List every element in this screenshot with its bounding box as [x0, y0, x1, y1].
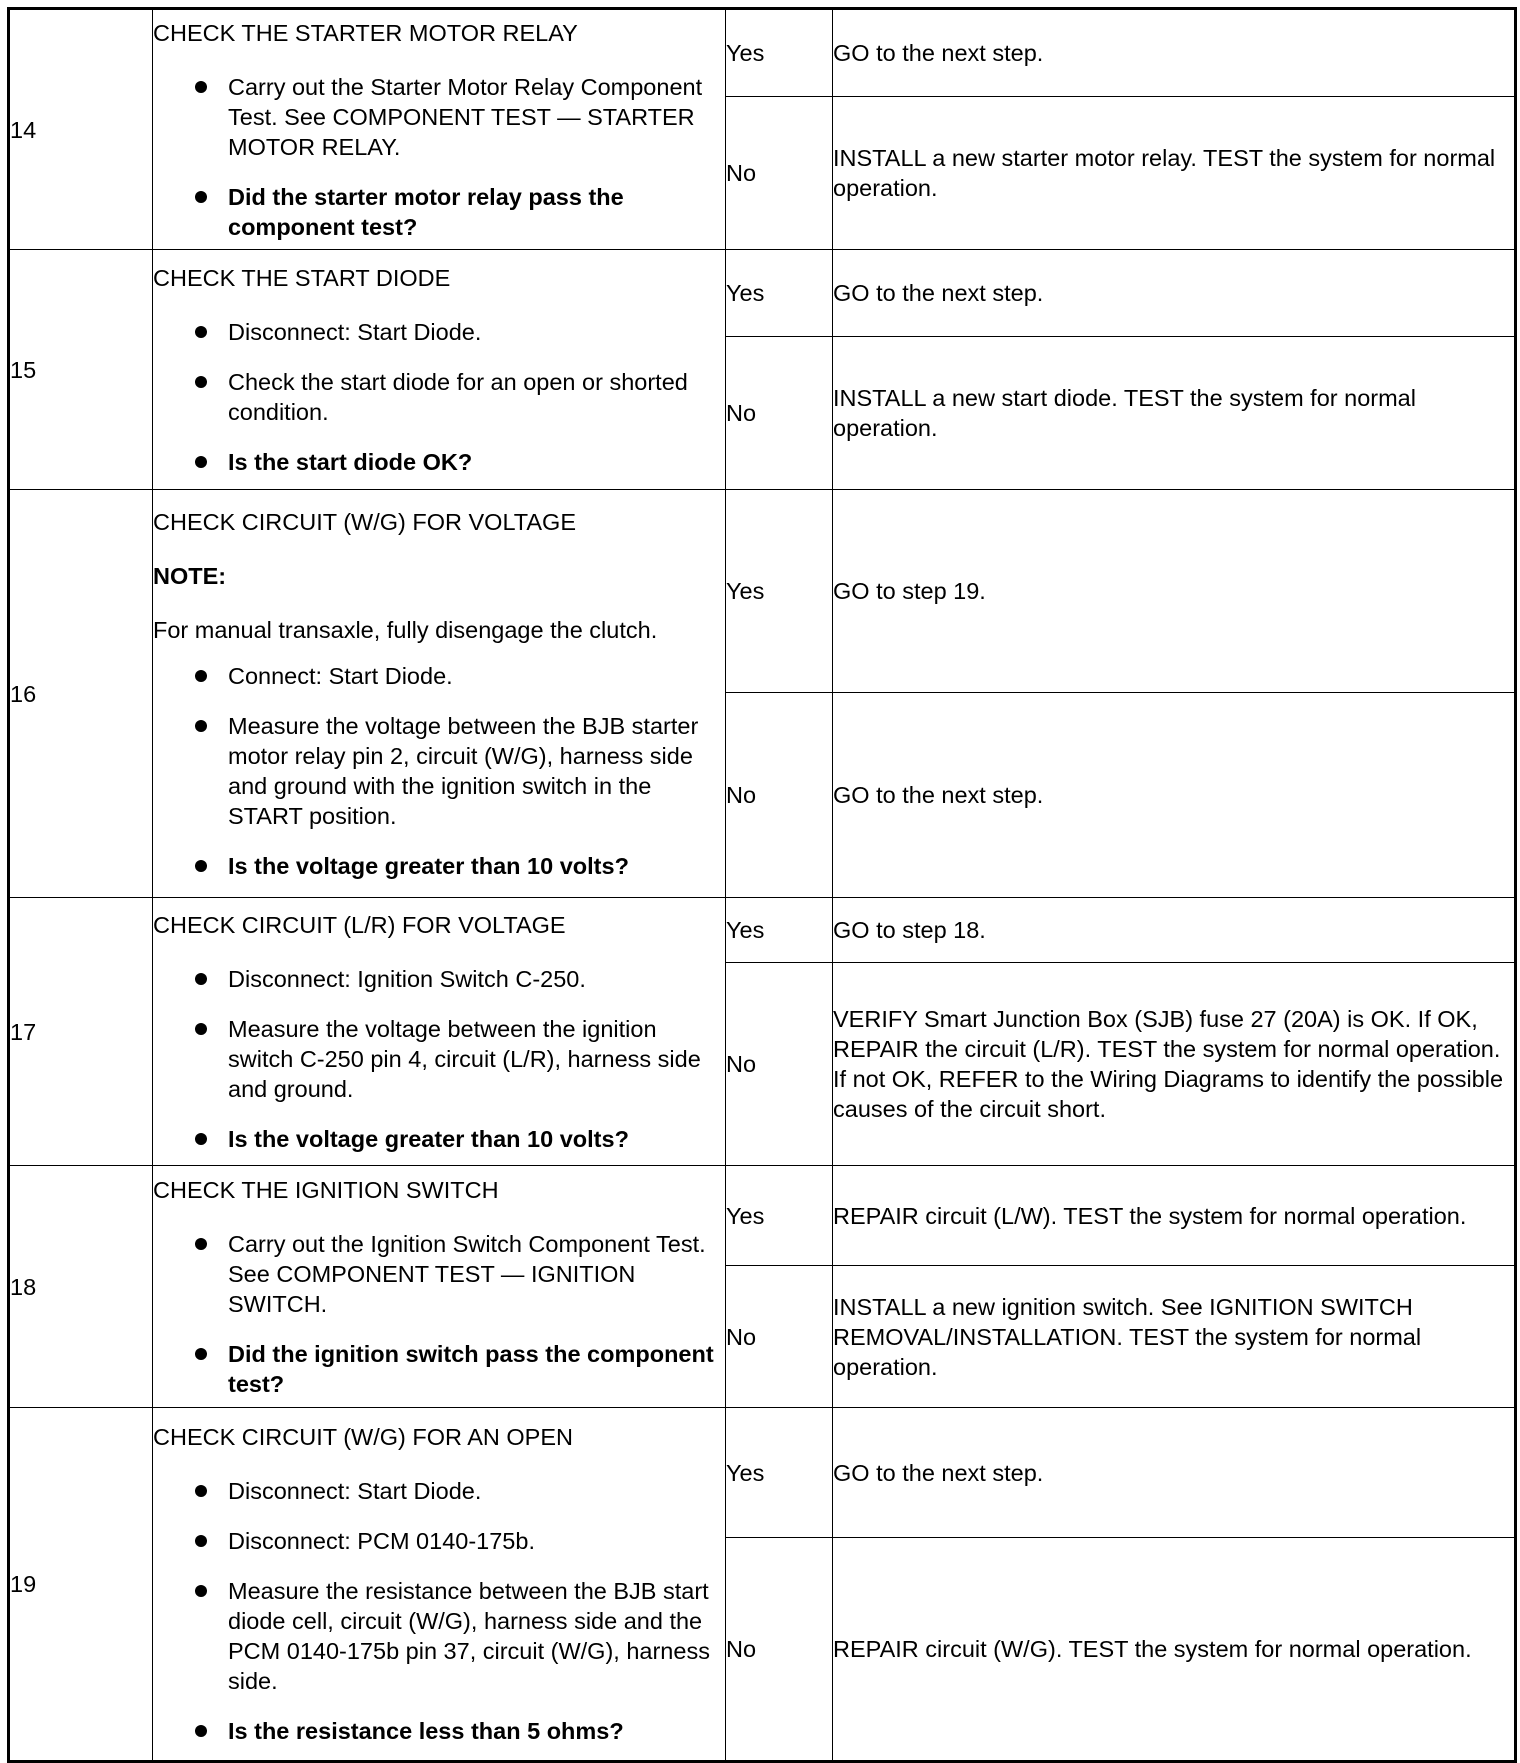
outcome-no: GO to the next step. — [833, 693, 1516, 898]
outcome-no: INSTALL a new starter motor relay. TEST the system for normal operation. — [833, 97, 1516, 250]
outcome-no: VERIFY Smart Junction Box (SJB) fuse 27 (20A) is OK. If OK, REPAIR the circuit (L/R). TEST the system for normal operation. If not OK, REFER to the Wiring Diagrams to identify the possible causes of the circuit short. — [833, 963, 1516, 1166]
step-action — [153, 250, 726, 490]
bullet-icon — [195, 456, 207, 468]
step-bullets — [153, 661, 725, 881]
step-action — [153, 898, 726, 1166]
result-no: No — [726, 1266, 833, 1408]
step-title: CHECK CIRCUIT (L/R) FOR VOLTAGE — [153, 911, 566, 938]
outcome-yes: REPAIR circuit (L/W). TEST the system for normal operation. — [833, 1166, 1516, 1266]
bullet-item: Measure the resistance between the BJB start diode cell, circuit (W/G), harness side and the PCM 0140-175b pin 37, circuit (W/G), harness side. — [153, 1576, 725, 1696]
step-row — [9, 250, 1516, 337]
outcome-no: INSTALL a new ignition switch. See IGNITION SWITCH REMOVAL/INSTALLATION. TEST the system for normal operation. — [833, 1266, 1516, 1408]
bullet-icon — [195, 670, 207, 682]
step-bullets — [153, 1229, 725, 1399]
result-no: No — [726, 1538, 833, 1762]
step-row — [9, 1166, 1516, 1266]
step-row — [9, 898, 1516, 963]
note-label: NOTE: — [153, 562, 227, 589]
step-question: Is the voltage greater than 10 volts? — [153, 1124, 725, 1154]
bullet-item: Disconnect: PCM 0140-175b. — [153, 1526, 725, 1556]
bullet-icon — [195, 1485, 207, 1497]
step-title: CHECK CIRCUIT (W/G) FOR AN OPEN — [153, 1424, 573, 1450]
bullet-icon — [195, 1348, 207, 1360]
bullet-icon — [195, 1023, 207, 1035]
step-number: 15 — [9, 250, 153, 490]
step-number: 16 — [9, 490, 153, 898]
step-question: Is the resistance less than 5 ohms? — [153, 1716, 725, 1746]
bullet-item: Measure the voltage between the BJB starter motor relay pin 2, circuit (W/G), harness side and ground with the ignition switch in the START position. — [153, 711, 725, 831]
outcome-yes: GO to step 19. — [833, 490, 1516, 693]
result-yes: Yes — [726, 1408, 833, 1538]
step-row — [9, 1408, 1516, 1538]
result-yes: Yes — [726, 1166, 833, 1266]
step-action — [153, 1166, 726, 1408]
result-no: No — [726, 693, 833, 898]
step-number: 18 — [9, 1166, 153, 1408]
note-text: For manual transaxle, fully disengage the clutch. — [153, 616, 658, 643]
result-no: No — [726, 337, 833, 490]
bullet-icon — [195, 1535, 207, 1547]
bullet-icon — [195, 191, 207, 203]
step-number: 19 — [9, 1408, 153, 1762]
bullet-icon — [195, 720, 207, 732]
step-bullets — [153, 72, 725, 242]
step-title: CHECK THE STARTER MOTOR RELAY — [153, 19, 578, 46]
step-question: Is the voltage greater than 10 volts? — [153, 851, 725, 881]
step-action — [153, 9, 726, 250]
result-yes: Yes — [726, 250, 833, 337]
diagnostic-table — [7, 7, 1517, 1763]
bullet-item: Carry out the Starter Motor Relay Component Test. See COMPONENT TEST — STARTER MOTOR RELAY. — [153, 72, 725, 162]
step-title: CHECK THE START DIODE — [153, 264, 451, 291]
step-bullets — [153, 964, 725, 1154]
bullet-item: Disconnect: Start Diode. — [153, 1476, 725, 1506]
step-title: CHECK CIRCUIT (W/G) FOR VOLTAGE — [153, 508, 577, 535]
step-action — [153, 1408, 726, 1762]
step-bullets — [153, 317, 725, 477]
outcome-yes: GO to the next step. — [833, 250, 1516, 337]
outcome-yes: GO to step 18. — [833, 898, 1516, 963]
step-row — [9, 9, 1516, 97]
bullet-item: Measure the voltage between the ignition switch C-250 pin 4, circuit (L/R), harness side and ground. — [153, 1014, 725, 1104]
result-no: No — [726, 97, 833, 250]
bullet-icon — [195, 1133, 207, 1145]
bullet-item: Disconnect: Ignition Switch C-250. — [153, 964, 725, 994]
bullet-icon — [195, 81, 207, 93]
result-yes: Yes — [726, 898, 833, 963]
result-yes: Yes — [726, 490, 833, 693]
step-question: Is the start diode OK? — [153, 447, 725, 477]
step-question: Did the starter motor relay pass the component test? — [153, 182, 725, 242]
outcome-yes: GO to the next step. — [833, 9, 1516, 97]
outcome-no: REPAIR circuit (W/G). TEST the system for normal operation. — [833, 1538, 1516, 1762]
bullet-item: Disconnect: Start Diode. — [153, 317, 725, 347]
bullet-item: Carry out the Ignition Switch Component Test. See COMPONENT TEST — IGNITION SWITCH. — [153, 1229, 725, 1319]
outcome-yes: GO to the next step. — [833, 1408, 1516, 1538]
step-action — [153, 490, 726, 898]
bullet-icon — [195, 1238, 207, 1250]
step-question: Did the ignition switch pass the component test? — [153, 1339, 725, 1399]
bullet-icon — [195, 860, 207, 872]
result-yes: Yes — [726, 9, 833, 97]
step-title: CHECK THE IGNITION SWITCH — [153, 1176, 499, 1203]
bullet-item: Connect: Start Diode. — [153, 661, 725, 691]
step-row — [9, 490, 1516, 693]
outcome-no: INSTALL a new start diode. TEST the system for normal operation. — [833, 337, 1516, 490]
step-number: 17 — [9, 898, 153, 1166]
bullet-icon — [195, 376, 207, 388]
bullet-icon — [195, 1725, 207, 1737]
bullet-icon — [195, 1585, 207, 1597]
step-number: 14 — [9, 9, 153, 250]
bullet-item: Check the start diode for an open or shorted condition. — [153, 367, 725, 427]
bullet-icon — [195, 326, 207, 338]
bullet-icon — [195, 973, 207, 985]
step-bullets — [153, 1476, 725, 1746]
result-no: No — [726, 963, 833, 1166]
